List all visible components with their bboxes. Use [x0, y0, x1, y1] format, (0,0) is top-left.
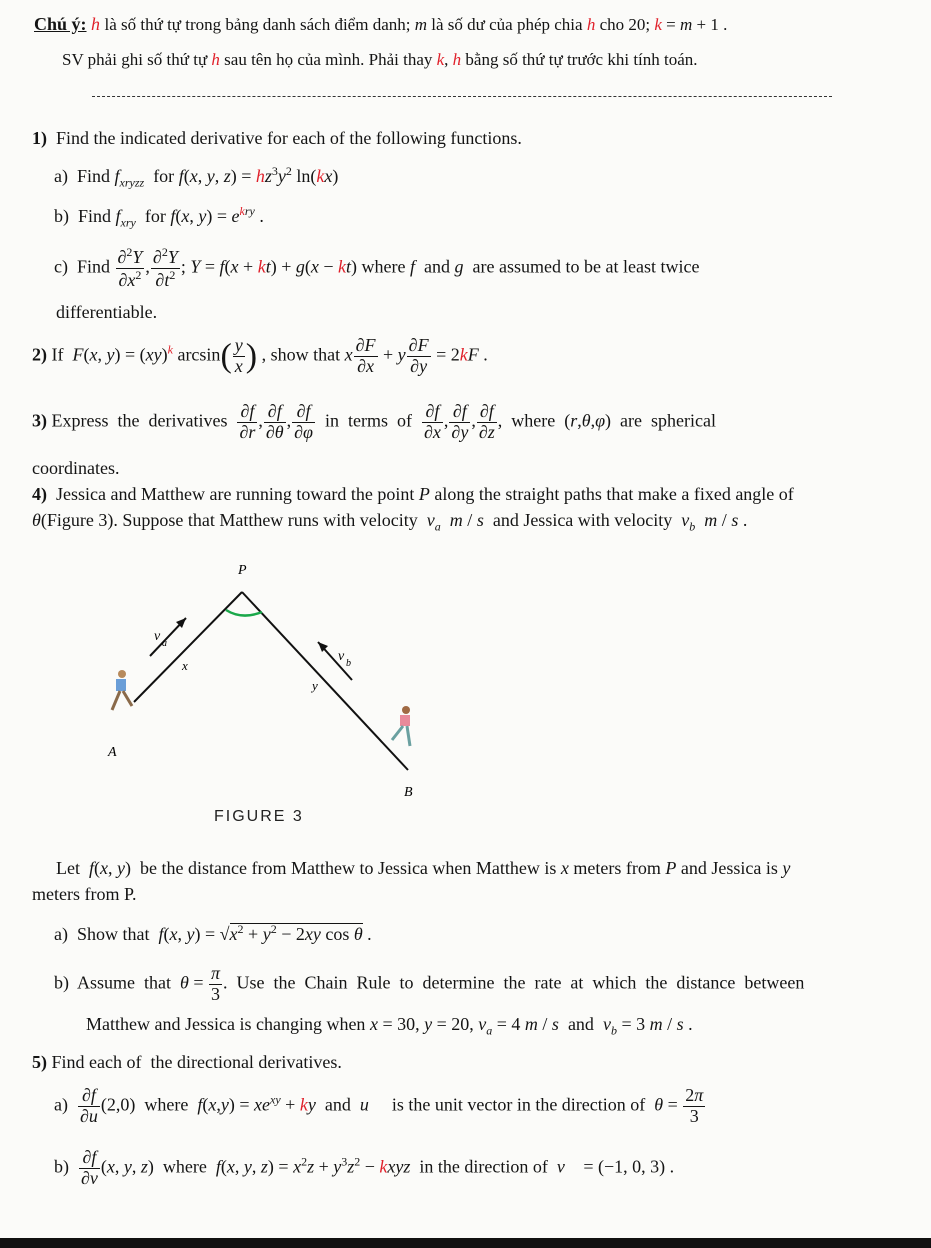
- label-va: v: [154, 629, 161, 644]
- q4-let1: Let f(x, y) be the distance from Matthew to Jessica when Matthew is x meters from P and Jessica is y: [56, 858, 791, 878]
- angle-arc: [226, 610, 262, 616]
- label-y: y: [312, 678, 318, 693]
- label-a: A: [108, 745, 117, 760]
- q4-line2: θ(Figure 3). Suppose that Matthew runs with velocity $v_a$ m / s and Jessica with velocity $v_b$ m / s .: [32, 510, 748, 534]
- header-line2: SV phải ghi số thứ tự h sau tên họ của mình. Phải thay k, h bằng số thứ tự trước khi tính toán.: [62, 50, 698, 69]
- q3-cont: coordinates.: [32, 458, 120, 478]
- q3: 3) Express the derivatives $\frac{\partial f}{\partial r}$ , $\frac{\partial f}{\partial\theta}$ , $\frac{\partial f}{\partial\varphi}$ in terms of $\frac{\partial f}{\partial x}$ , $\frac{\partial f}{\partial y}$ , $\frac{\partial f}{\partial z}$ , where (r,θ,φ) are spherical: [32, 401, 716, 442]
- label-b: B: [404, 785, 413, 800]
- q5-title: 5) Find each of the directional derivatives.: [32, 1052, 342, 1072]
- q1-a: a) Find $f_{xryzz}$ for f(x, y, $z) = hz^3y^2$ ln(kx): [54, 164, 339, 190]
- q4-b1: b) Assume that θ = $\frac{\pi}{3}$ . Use the Chain Rule to determine the rate at which the distance between: [54, 963, 805, 1004]
- jessica-figure: [392, 706, 410, 746]
- q1-c-cont: differentiable.: [56, 302, 158, 322]
- label-va-sub: a: [162, 638, 167, 649]
- figure-caption: FIGURE 3: [214, 808, 304, 825]
- header-note: Chú ý: h là số thứ tự trong bảng danh sách điểm danh; m là số dư của phép chia h cho 20; k = m + 1 .: [34, 14, 728, 34]
- q1-b: b) Find $f_{xry}$ for f(x, $y) = e^{kry}$ .: [54, 204, 264, 230]
- bottom-bar: [0, 1238, 931, 1248]
- divider: [92, 96, 832, 97]
- figure-3: [90, 550, 450, 840]
- label-x: x: [182, 658, 188, 673]
- q2: 2) If F(x, y) = (xy)$^k$ arcsin( $\frac{y}{x}$ ) , show that x $\frac{\partial F}{\partial x}$ + y $\frac{\partial F}{\partial y}$ = 2kF .: [32, 335, 488, 376]
- q1-c: c) Find $\frac{\partial^2Y}{\partial x^2}$ , $\frac{\partial^2Y}{\partial t^2}$ ; Y = f(x + kt) + g(x − kt) where f and g are assumed to be at least twice: [54, 245, 700, 290]
- q4-a: a) Show that f(x, $y) = √x^2 + y^2 - 2xy$ cos θ .: [54, 922, 372, 944]
- label-vb-sub: b: [346, 658, 351, 669]
- q5-a: a) $\frac{\partial f}{\partial u}$ (2,0) where $f(x,y) = xe^{xy}$ + ky and u⃗ is the unit vector in the direction of θ = $\frac{2\pi}{3}$: [54, 1085, 704, 1126]
- q4-line1: 4) Jessica and Matthew are running toward the point P along the straight paths that make a fixed angle of: [32, 484, 794, 504]
- path-a-line: [134, 592, 242, 702]
- q5-b: b) $\frac{\partial f}{\partial v}$ (x, y, z) where f(x, y, $z) = x^2z + y^3z^2$ − kxyz in the direction of v⃗ = (−1, 0, 3) .: [54, 1147, 675, 1188]
- note-label: Chú ý:: [34, 14, 87, 34]
- q4-b2: Matthew and Jessica is changing when x = 30, y = 20, $v_a = 4$ m / s and $v_b = 3$ m / s .: [86, 1014, 693, 1038]
- label-vb: v: [338, 649, 345, 664]
- path-b-line: [242, 592, 408, 770]
- q1-title: 1) Find the indicated derivative for each of the following functions.: [32, 128, 522, 148]
- label-p: P: [238, 563, 247, 578]
- matthew-figure: [112, 670, 132, 710]
- q4-let2: meters from P.: [32, 884, 137, 904]
